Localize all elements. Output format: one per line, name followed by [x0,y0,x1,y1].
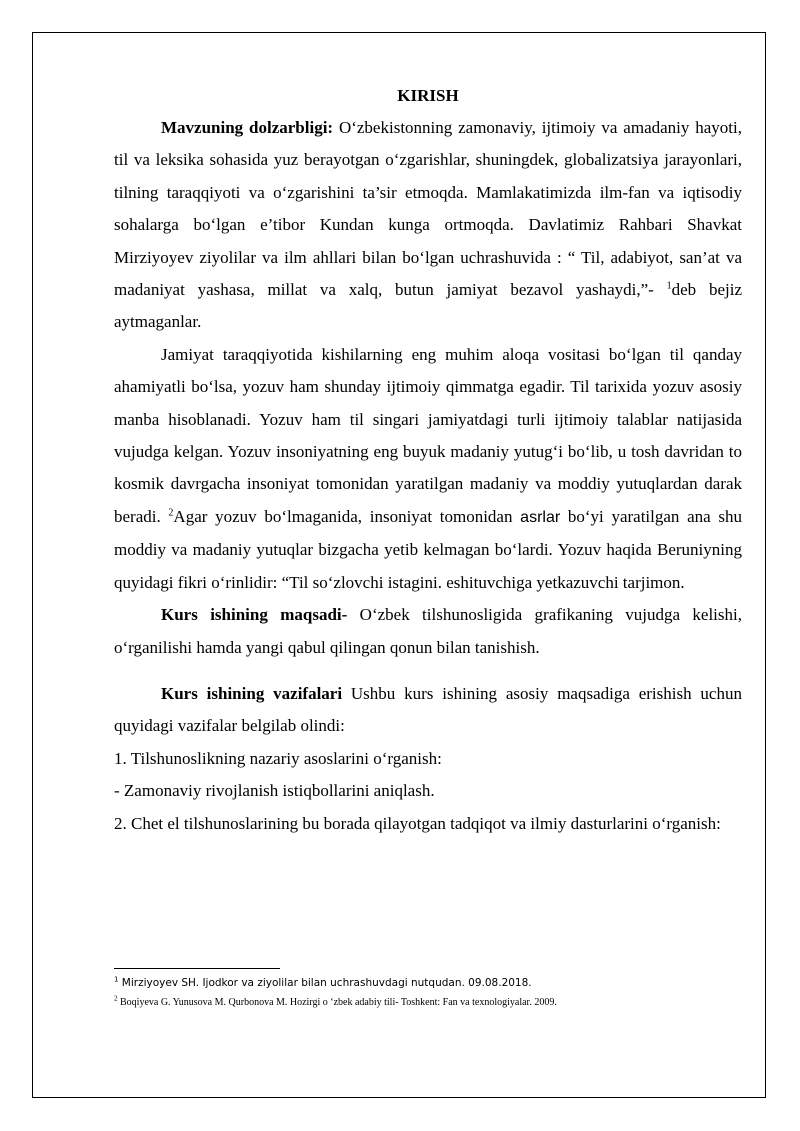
footnote-2-text: Boqiyeva G. Yunusova M. Qurbonova M. Hozirgi o ‘zbek adabiy tili- Toshkent: Fan va texnologiyalar. 2009. [117,997,557,1008]
footnote-2 [114,995,742,1011]
writing-text-2: Agar yozuv bo‘lmaganida, insoniyat tomonidan [173,506,521,526]
tasks-label: Kurs ishining vazifalari [161,683,343,703]
paragraph-relevance [114,112,742,339]
footnote-2-number: 2 [114,994,118,1003]
writing-text-3: bo‘yi yaratilgan ana shu moddiy va madaniy yutuqlar bizgacha yetib kelmagan bo‘lardi. Yozuv haqida Beruniyning quyidagi fikri o‘rinlidir: “Til so‘zlovchi istagini. eshituvchiga yetkazuvchi tarjimon. [114,506,743,592]
relevance-tail: deb bejiz aytmaganlar. [114,280,742,332]
list-item: 1. Tilshunoslikning nazariy asoslarini o‘rganish: [114,748,442,768]
footnote-1 [114,975,742,991]
paragraph-writing [114,339,742,599]
section-heading: KIRISH [397,86,459,105]
goal-text: O‘zbek tilshunosligida grafikaning vujudga kelishi, o‘rganilishi hamda yangi qabul qilingan qonun bilan tanishish. [114,605,742,657]
list-item: 2. Chet el tilshunoslarining bu borada qilayotgan tadqiqot va ilmiy dasturlarini o‘rganish: [114,813,721,833]
footnote-1-text: Mirziyoyev SH. Ijodkor va ziyolilar bilan uchrashuvdagi nutqudan. 09.08.2018. [118,977,532,989]
document-body [114,80,742,840]
footnote-1-number: 1 [114,975,119,984]
goal-label: Kurs ishining maqsadi- [161,605,348,625]
list-item: - Zamonaviy rivojlanish istiqbollarini aniqlash. [114,781,435,801]
footnote-separator [114,968,280,969]
tasks-text: Ushbu kurs ishining asosiy maqsadiga erishish uchun quyidagi vazifalar belgilab olindi: [114,683,742,736]
paragraph-tasks [114,678,742,743]
paragraph-goal [114,599,742,664]
relevance-label: Mavzuning dolzarbligi: [161,118,334,137]
writing-word: asrlar [520,508,561,526]
footnotes [114,975,742,1011]
footnote-ref-2[interactable]: 2 [168,507,174,519]
footnote-ref-1[interactable]: 1 [666,280,672,292]
relevance-text: O‘zbekistonning zamonaviy, ijtimoiy va amadaniy hayoti, til va leksika sohasida yuz berayotgan o‘zgarishlar, shuningdek, globalizatsiya jarayonlari, tilning taraqqiyoti va o‘zgarishini ta’sir etmoqda. Mamlakatimizda ilm-fan va iqtisodiy sohalarga bo‘lgan e’tibor Kundan kunga ortmoqda. Davlatimiz Rahbari Shavkat Mirziyoyev ziyolilar va ilm ahllari bilan bo‘lgan uchrashuvida : “ Til, adabiyot, san’at va madaniyat yashasa, millat va xalq, butun jamiyat bezavol yashaydi,”- [114,118,742,300]
writing-text-1: Jamiyat taraqqiyotida kishilarning eng muhim aloqa vositasi bo‘lgan til qanday ahamiyatli bo‘lsa, yozuv ham shunday ijtimoiy qimmatga egadir. Til tarixida yozuv asosiy manba hisoblanadi. Yozuv ham til singari jamiyatdagi turli ijtimoiy talablar natijasida vujudga kelgan. Yozuv insoniyatning eng buyuk madaniy yutug‘i bo‘lib, u tosh davridan to kosmik davrgacha insoniyat tomonidan yaratilgan madaniy va moddiy yutuqlardan darak beradi. [114,344,742,526]
